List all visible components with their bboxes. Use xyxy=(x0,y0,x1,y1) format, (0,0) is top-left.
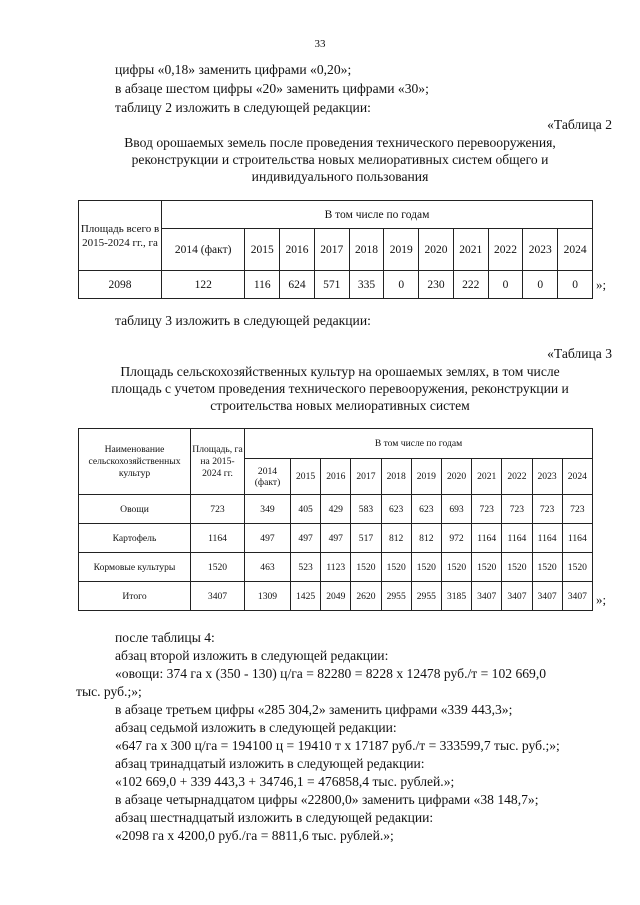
table3-value-cell: 1164 xyxy=(562,524,592,553)
table3-value-cell: 623 xyxy=(411,495,441,524)
table-row xyxy=(79,553,593,582)
table3-year-header: 2020 xyxy=(441,459,471,495)
table3-crop-name: Кормовые культуры xyxy=(79,553,191,582)
table3-marker: «Таблица 3 xyxy=(547,346,612,361)
after-line-8: абзац тринадцатый изложить в следующей редакции: xyxy=(115,756,425,771)
table2-value-cell: 0 xyxy=(384,271,419,299)
table3-year-header: 2024 xyxy=(562,459,592,495)
after-line-12: «2098 га х 4200,0 руб./га = 8811,6 тыс. рублей.»; xyxy=(115,828,394,843)
after-line-5: в абзаце третьем цифры «285 304,2» заменить цифрами «339 443,3»; xyxy=(115,702,513,717)
after-line-3: «овощи: 374 га х (350 - 130) ц/га = 82280 = 8228 х 12478 руб./т = 102 669,0 xyxy=(115,666,547,681)
table3-value-cell: 1520 xyxy=(441,553,471,582)
table2-title-line-3: индивидуального пользования xyxy=(251,169,429,184)
table2-total-cell: 2098 xyxy=(79,271,162,299)
table2-year-header: 2023 xyxy=(523,229,558,271)
intro-line-1: цифры «0,18» заменить цифрами «0,20»; xyxy=(115,62,352,77)
table2-year-header: 2014 (факт) xyxy=(162,229,245,271)
table2-value-cell: 122 xyxy=(162,271,245,299)
table3-value-cell: 1520 xyxy=(532,553,562,582)
table2-year-header: 2018 xyxy=(349,229,384,271)
table3-title-line-3: строительства новых мелиоративных систем xyxy=(210,398,470,413)
table3-value-cell: 517 xyxy=(351,524,381,553)
table2-value-cell: 571 xyxy=(314,271,349,299)
table2-group-header: В том числе по годам xyxy=(162,201,593,229)
table3-value-cell: 623 xyxy=(381,495,411,524)
table3-title xyxy=(60,363,620,414)
after-line-7: «647 га х 300 ц/га = 194100 ц = 19410 т х 17187 руб./т = 333599,7 тыс. руб.;»; xyxy=(115,738,560,753)
table3-value-cell: 3185 xyxy=(441,582,471,611)
table2 xyxy=(78,200,593,299)
table3-year-header: 2016 xyxy=(321,459,351,495)
table3-value-cell: 2049 xyxy=(321,582,351,611)
table3-value-cell: 3407 xyxy=(532,582,562,611)
table2-year-header: 2021 xyxy=(453,229,488,271)
table3-value-cell: 2620 xyxy=(351,582,381,611)
table3-total-cell: 3407 xyxy=(191,582,245,611)
table-row xyxy=(79,271,593,299)
table3-value-cell: 723 xyxy=(502,495,532,524)
table3-value-cell: 2955 xyxy=(411,582,441,611)
table3-value-cell: 972 xyxy=(441,524,471,553)
table3-year-header: 2014 (факт) xyxy=(245,459,291,495)
table3-value-cell: 3407 xyxy=(502,582,532,611)
after-line-2: абзац второй изложить в следующей редакции: xyxy=(115,648,389,663)
table3-total-cell: 1164 xyxy=(191,524,245,553)
table2-year-header: 2015 xyxy=(245,229,280,271)
table3-value-cell: 723 xyxy=(472,495,502,524)
table2-value-cell: 624 xyxy=(280,271,315,299)
table2-value-cell: 0 xyxy=(558,271,593,299)
table3-group-header: В том числе по годам xyxy=(245,429,593,459)
table3-value-cell: 1520 xyxy=(351,553,381,582)
table3-value-cell: 463 xyxy=(245,553,291,582)
table3-value-cell: 1164 xyxy=(502,524,532,553)
table2-year-header: 2020 xyxy=(419,229,454,271)
table3-value-cell: 1425 xyxy=(291,582,321,611)
table2-year-header: 2022 xyxy=(488,229,523,271)
table3-area-header: Площадь, га на 2015-2024 гг. xyxy=(191,429,245,495)
page-number: 33 xyxy=(314,38,326,50)
table3-title-line-2: площадь с учетом проведения технического перевооружения, реконструкции и xyxy=(111,381,569,396)
table3-crop-name: Овощи xyxy=(79,495,191,524)
table3-value-cell: 497 xyxy=(245,524,291,553)
table3-year-header: 2019 xyxy=(411,459,441,495)
table3-value-cell: 429 xyxy=(321,495,351,524)
table3-value-cell: 723 xyxy=(562,495,592,524)
table3-value-cell: 497 xyxy=(291,524,321,553)
table3 xyxy=(78,428,593,611)
table3-value-cell: 405 xyxy=(291,495,321,524)
table3-value-cell: 1520 xyxy=(502,553,532,582)
table3-value-cell: 583 xyxy=(351,495,381,524)
table3-value-cell: 693 xyxy=(441,495,471,524)
table3-value-cell: 1520 xyxy=(411,553,441,582)
table3-value-cell: 1520 xyxy=(472,553,502,582)
table2-year-header: 2016 xyxy=(280,229,315,271)
table2-title-line-2: реконструкции и строительства новых мелиоративных систем общего и xyxy=(131,152,549,167)
table3-year-header: 2021 xyxy=(472,459,502,495)
table3-total-cell: 1520 xyxy=(191,553,245,582)
table3-title-line-1: Площадь сельскохозяйственных культур на орошаемых землях, в том числе xyxy=(120,364,560,379)
table-row xyxy=(79,524,593,553)
after-line-11: абзац шестнадцатый изложить в следующей редакции: xyxy=(115,810,434,825)
table-row xyxy=(79,495,593,524)
between-line: таблицу 3 изложить в следующей редакции: xyxy=(115,313,371,328)
table3-year-header: 2018 xyxy=(381,459,411,495)
table2-title xyxy=(60,134,620,185)
table2-title-line-1: Ввод орошаемых земель после проведения технического перевооружения, xyxy=(124,135,556,150)
table3-value-cell: 812 xyxy=(381,524,411,553)
table2-year-header: 2024 xyxy=(558,229,593,271)
after-line-10: в абзаце четырнадцатом цифры «22800,0» заменить цифрами «38 148,7»; xyxy=(115,792,539,807)
table3-crop-name: Картофель xyxy=(79,524,191,553)
table3-value-cell: 1309 xyxy=(245,582,291,611)
table3-value-cell: 523 xyxy=(291,553,321,582)
after-line-4: тыс. руб.;»; xyxy=(76,684,142,699)
table2-closing: »; xyxy=(596,277,607,292)
table3-value-cell: 1164 xyxy=(532,524,562,553)
table3-value-cell: 3407 xyxy=(562,582,592,611)
table3-value-cell: 812 xyxy=(411,524,441,553)
table3-year-header: 2022 xyxy=(502,459,532,495)
table2-value-cell: 0 xyxy=(523,271,558,299)
table2-value-cell: 116 xyxy=(245,271,280,299)
table2-year-header: 2019 xyxy=(384,229,419,271)
table3-value-cell: 1520 xyxy=(381,553,411,582)
table2-area-header: Площадь всего в 2015-2024 гг., га xyxy=(79,201,162,271)
table-row xyxy=(79,582,593,611)
table3-total-cell: 723 xyxy=(191,495,245,524)
intro-line-3: таблицу 2 изложить в следующей редакции: xyxy=(115,100,371,115)
table2-value-cell: 230 xyxy=(419,271,454,299)
table3-value-cell: 723 xyxy=(532,495,562,524)
after-line-9: «102 669,0 + 339 443,3 + 34746,1 = 476858,4 тыс. рублей.»; xyxy=(115,774,455,789)
table3-value-cell: 2955 xyxy=(381,582,411,611)
table2-year-header: 2017 xyxy=(314,229,349,271)
after-line-6: абзац седьмой изложить в следующей редакции: xyxy=(115,720,397,735)
table2-value-cell: 222 xyxy=(453,271,488,299)
table3-value-cell: 349 xyxy=(245,495,291,524)
table3-name-header: Наименование сельскохозяйственных культур xyxy=(79,429,191,495)
table3-value-cell: 1520 xyxy=(562,553,592,582)
after-line-1: после таблицы 4: xyxy=(115,630,215,645)
table3-closing: »; xyxy=(596,592,607,607)
intro-line-2: в абзаце шестом цифры «20» заменить цифрами «30»; xyxy=(115,81,429,96)
table3-crop-name: Итого xyxy=(79,582,191,611)
table3-value-cell: 1123 xyxy=(321,553,351,582)
table3-value-cell: 497 xyxy=(321,524,351,553)
table3-value-cell: 1164 xyxy=(472,524,502,553)
table3-value-cell: 3407 xyxy=(472,582,502,611)
table3-year-header: 2017 xyxy=(351,459,381,495)
table3-year-header: 2015 xyxy=(291,459,321,495)
table2-value-cell: 335 xyxy=(349,271,384,299)
table2-value-cell: 0 xyxy=(488,271,523,299)
table3-year-header: 2023 xyxy=(532,459,562,495)
table2-marker: «Таблица 2 xyxy=(547,117,612,132)
